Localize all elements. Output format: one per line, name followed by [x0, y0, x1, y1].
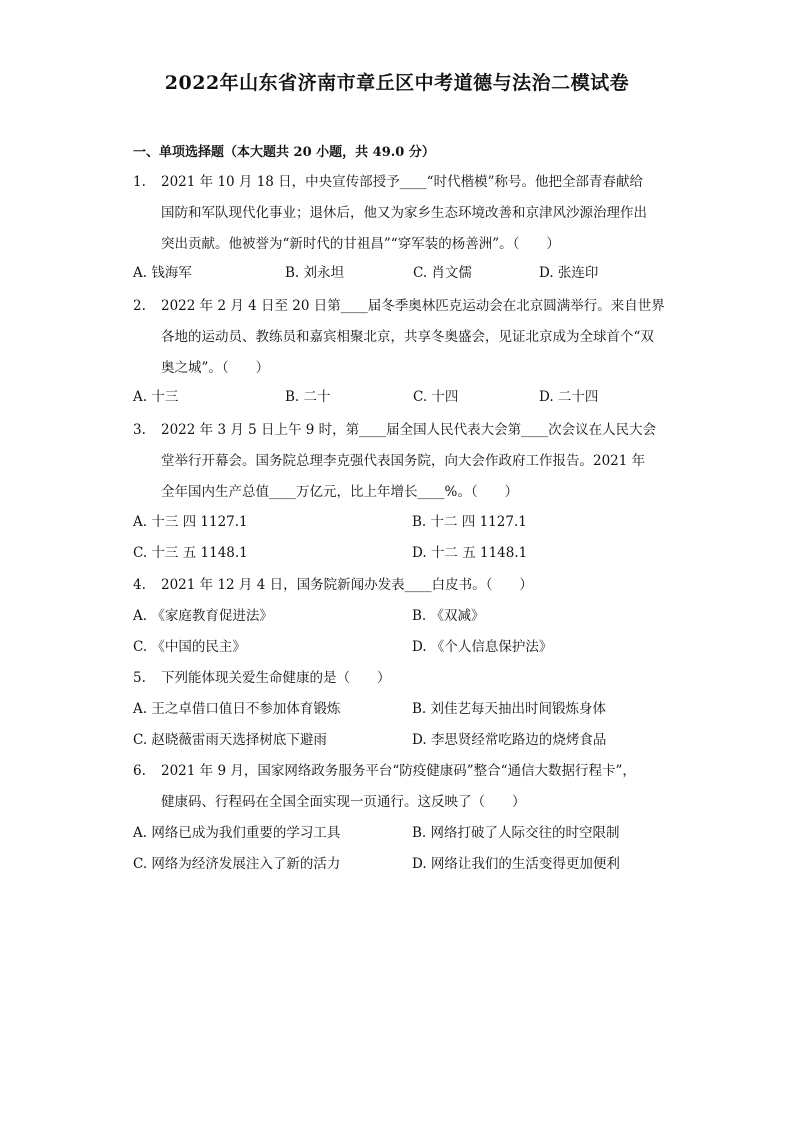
question-text-line: 2021 年 12 月 4 日，国务院新闻办发表____白皮书。（ ） [161, 577, 533, 593]
question-number: 2. [133, 298, 146, 314]
question-4 [133, 570, 673, 601]
question-number: 5. [133, 670, 146, 686]
question-number: 4. [133, 577, 146, 593]
question-text-line: 2021 年 9 月，国家网络政务服务平台“防疫健康码”整合“通信大数据行程卡”， [161, 763, 636, 779]
option-d[interactable]: D. 张连印 [539, 265, 599, 281]
option-a[interactable]: A. 十三 [133, 389, 179, 405]
option-a[interactable]: A. 《家庭教育促进法》 [133, 608, 273, 624]
option-c[interactable]: C. 肖文儒 [413, 265, 472, 281]
option-b[interactable]: B. 网络打破了人际交往的时空限制 [412, 825, 620, 841]
option-c[interactable]: C. 十四 [413, 389, 459, 405]
option-c[interactable]: C. 《中国的民主》 [133, 639, 246, 655]
question-text-line: 2022 年 2 月 4 日至 20 日第____届冬季奥林匹克运动会在北京圆满举行。来自世界 [161, 298, 665, 314]
question-6 [133, 756, 673, 818]
question-text-line: 全年国内生产总值____万亿元，比上年增长____%。（ ） [161, 484, 519, 500]
option-a[interactable]: A. 王之卓借口值日不参加体育锻炼 [133, 701, 341, 717]
option-b[interactable]: B. 二十 [285, 389, 331, 405]
option-c[interactable]: C. 十三 五 1148.1 [133, 545, 248, 561]
option-a[interactable]: A. 网络已成为我们重要的学习工具 [133, 825, 341, 841]
question-5 [133, 663, 673, 694]
option-d[interactable]: D. 二十四 [539, 389, 599, 405]
option-b[interactable]: B. 刘佳艺每天抽出时间锻炼身体 [412, 701, 607, 717]
question-text-line: 2021 年 10 月 18 日，中央宣传部授予____“时代楷模”称号。他把全部青春献给 [161, 174, 643, 190]
option-d[interactable]: D. 网络让我们的生活变得更加便利 [412, 856, 620, 872]
question-text-line: 国防和军队现代化事业；退休后，他又为家乡生态环境改善和京津风沙源治理作出 [161, 205, 647, 221]
question-text-line: 2022 年 3 月 5 日上午 9 时，第____届全国人民代表大会第____次会议在人民大会 [161, 422, 657, 438]
question-2 [133, 291, 673, 384]
question-text-line: 奥之城”。（ ） [161, 360, 270, 376]
question-number: 1. [133, 174, 146, 190]
question-number: 3. [133, 422, 146, 438]
page-title: 2022年山东省济南市章丘区中考道德与法治二模试卷 [164, 72, 630, 94]
option-c[interactable]: C. 赵晓薇雷雨天选择树底下避雨 [133, 732, 327, 748]
question-text-line: 健康码、行程码在全国全面实现一页通行。这反映了（ ） [161, 794, 526, 810]
option-c[interactable]: C. 网络为经济发展注入了新的活力 [133, 856, 341, 872]
question-1 [133, 167, 673, 260]
question-text-line: 堂举行开幕会。国务院总理李克强代表国务院，向大会作政府工作报告。2021 年 [161, 453, 646, 469]
question-text-line: 突出贡献。他被誉为“新时代的甘祖昌”“穿军装的杨善洲”。（ ） [161, 236, 560, 252]
question-3 [133, 415, 673, 508]
section-heading: 一、单项选择题（本大题共 20 小题，共 49.0 分） [133, 145, 435, 160]
option-d[interactable]: D. 李思贤经常吃路边的烧烤食品 [412, 732, 607, 748]
option-d[interactable]: D. 十二 五 1148.1 [412, 545, 528, 561]
option-a[interactable]: A. 钱海军 [133, 265, 192, 281]
option-b[interactable]: B. 十二 四 1127.1 [412, 514, 527, 530]
question-number: 6. [133, 763, 146, 779]
option-b[interactable]: B. 刘永坦 [285, 265, 345, 281]
option-a[interactable]: A. 十三 四 1127.1 [133, 514, 248, 530]
option-b[interactable]: B. 《双减》 [412, 608, 485, 624]
question-text-line: 各地的运动员、教练员和嘉宾相聚北京，共享冬奥盛会，见证北京成为全球首个“双 [161, 329, 654, 345]
option-d[interactable]: D. 《个人信息保护法》 [412, 639, 553, 655]
question-text-line: 下列能体现关爱生命健康的是（ ） [161, 670, 391, 686]
